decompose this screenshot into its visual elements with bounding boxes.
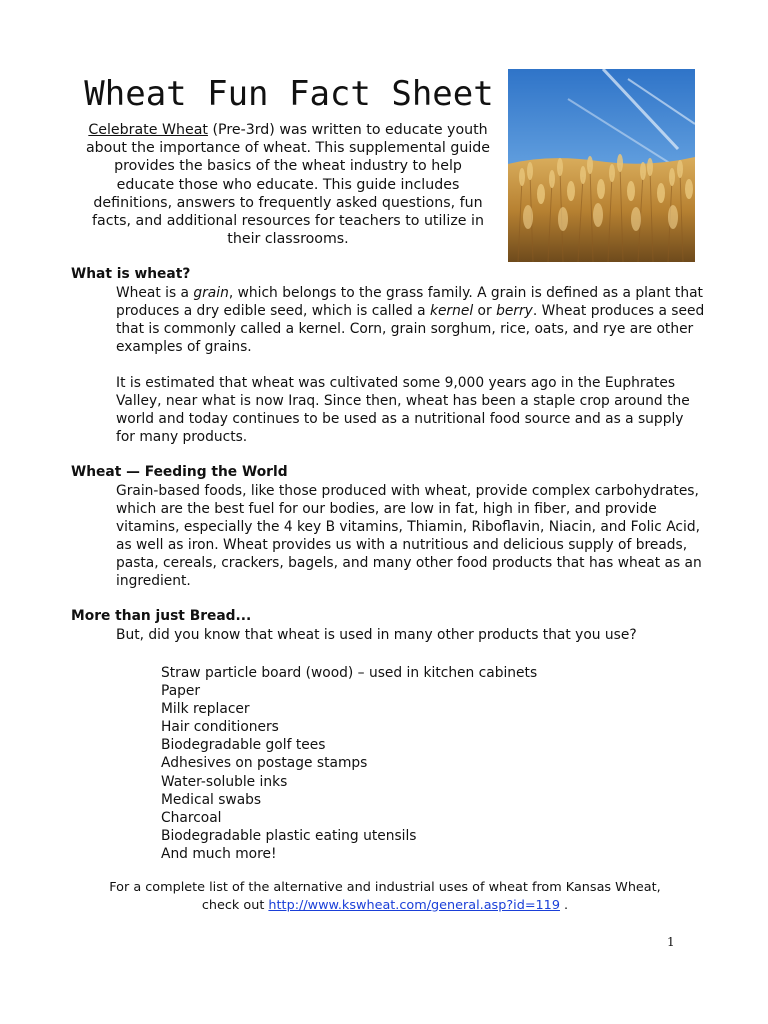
section-heading-what-is-wheat: What is wheat? [71, 266, 191, 282]
text-span: . Wheat produces a seed that is commonly called a kernel. Corn, grain sorghum, rice, oats, and rye are other examples of grains. [116, 303, 705, 356]
footer-line-1: For a complete list of the alternative and industrial uses of wheat from Kansas Wheat, [109, 880, 661, 895]
footer-line-2-prefix: check out [201, 897, 269, 913]
list-item: Water-soluble inks [161, 773, 288, 790]
list-item: Straw particle board (wood) – used in kitchen cabinets [161, 665, 538, 681]
list-item: Medical swabs [161, 791, 262, 808]
intro-line: definitions, answers to frequently asked questions, fun [93, 194, 483, 211]
list-item: Biodegradable golf tees [161, 737, 326, 754]
footer-note [100, 879, 670, 914]
what-is-wheat-paragraph-1 [116, 284, 706, 356]
more-than-bread-paragraph: But, did you know that wheat is used in many other products that you use? [116, 627, 637, 643]
list-item: Charcoal [161, 809, 222, 826]
feeding-the-world-paragraph: Grain-based foods, like those produced with wheat, provide complex carbohydrates, which are the best fuel for our bodies, are low in fat, high in fiber, and provide vitamins, especially the 4 key B vitamins, Thiamin, Riboflavin, Niacin, and Folic Acid, as well as iron. Wheat provides us with a nutritious and delicious supply of breads, pasta, cereals, crackers, bagels, and many other food products that has wheat as an ingredient. [116, 483, 702, 590]
kswheat-link[interactable]: http://www.kswheat.com/general.asp?id=119 [268, 897, 560, 913]
term-berry: berry [496, 303, 533, 320]
list-item: Biodegradable plastic eating utensils [161, 827, 417, 844]
list-item: And much more! [161, 845, 277, 862]
intro-line: (Pre-3rd) was written to educate youth [207, 122, 488, 138]
list-item: Milk replacer [161, 701, 250, 718]
list-item: Adhesives on postage stamps [161, 755, 368, 772]
page-title: Wheat Fun Fact Sheet [84, 74, 494, 114]
term-kernel: kernel [429, 303, 474, 320]
intro-line: provides the basics of the wheat industry to help [114, 158, 462, 175]
wheat-products-list [161, 664, 537, 863]
text-span: , which belongs to the grass family. A grain is defined as a plant that produces a dry edible seed, which is called a [116, 285, 703, 320]
celebrate-wheat-title: Celebrate Wheat [88, 122, 208, 138]
term-grain: grain [193, 285, 229, 301]
section-heading-more-than-bread: More than just Bread... [71, 608, 252, 624]
what-is-wheat-paragraph-2: It is estimated that wheat was cultivated some 9,000 years ago in the Euphrates Valley, near what is now Iraq. Since then, wheat has been a staple crop around the world and today continues to be used as a nutritional food source and as a supply for many products. [116, 375, 690, 446]
intro-line: about the importance of wheat. This supplemental guide [85, 140, 491, 157]
section-heading-feeding-the-world: Wheat — Feeding the World [71, 464, 288, 480]
list-item: Hair conditioners [161, 719, 279, 736]
intro-line: facts, and additional resources for teachers to utilize in [92, 213, 484, 230]
footer-line-2-suffix: . [559, 897, 569, 913]
page-number: 1 [667, 935, 675, 949]
text-span: or [473, 303, 497, 320]
list-item: Paper [161, 683, 201, 700]
intro-paragraph [66, 121, 510, 248]
text-span: Wheat is a [116, 285, 194, 301]
wheat-field-photo [508, 69, 695, 262]
intro-line: their classrooms. [227, 231, 349, 248]
intro-line: educate those who educate. This guide includes [116, 176, 460, 193]
